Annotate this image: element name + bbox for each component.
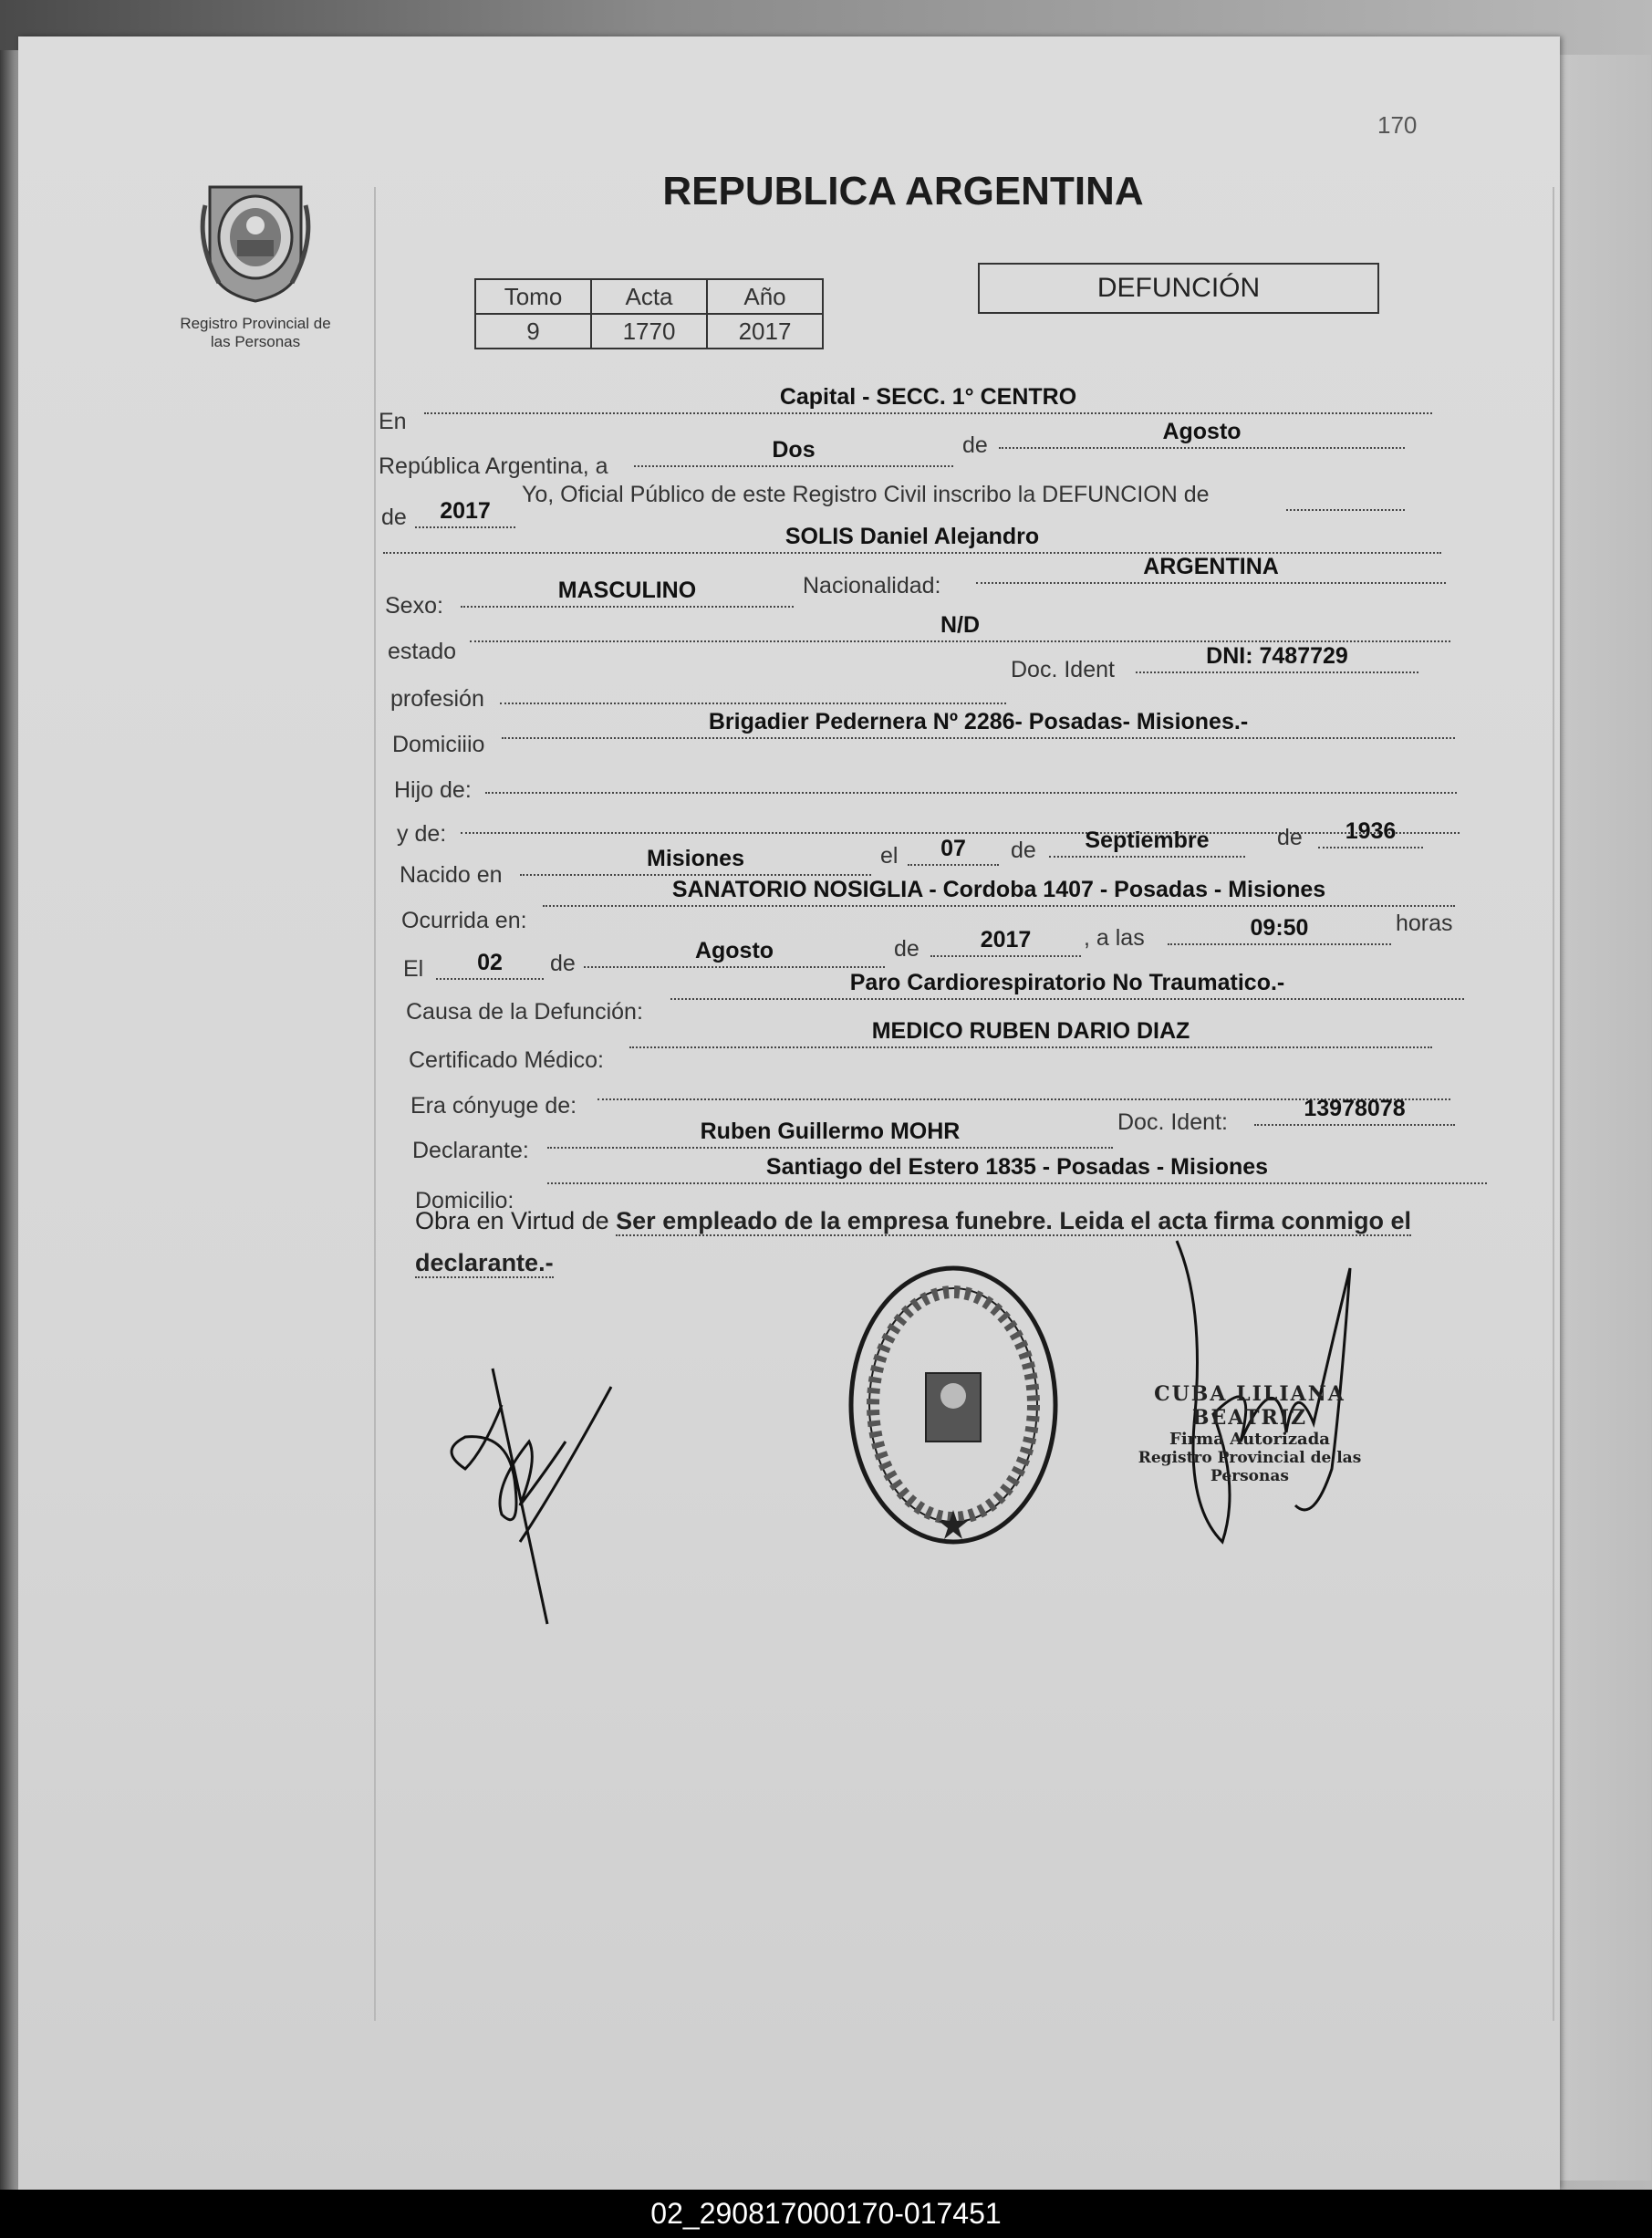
value-anio: 2017: [707, 314, 823, 349]
caption-line-1: Registro Provincial de: [180, 315, 331, 332]
page-number: 170: [1377, 111, 1418, 139]
label-horas: horas: [1396, 911, 1453, 936]
officer-role: Firma Autorizada: [1169, 1430, 1330, 1449]
label-domicilio-2: Domicilio:: [415, 1188, 514, 1213]
declarant-signature-icon: [429, 1350, 639, 1651]
label-nacionalidad: Nacionalidad:: [803, 573, 941, 599]
field-nac-anio: 1936: [1318, 817, 1423, 848]
field-hijo-de: [485, 763, 1457, 794]
registry-header-row: [475, 279, 823, 314]
label-causa: Causa de la Defunción:: [406, 999, 643, 1025]
label-a-las: , a las: [1084, 925, 1145, 951]
field-y-de: [461, 803, 1460, 834]
label-domicilio: Domiciiio: [392, 732, 485, 757]
label-en: En: [379, 409, 407, 434]
caption-line-2: las Personas: [210, 333, 301, 350]
field-def-anio: 2017: [930, 926, 1081, 957]
label-el: el: [880, 843, 899, 869]
provincia-de-misiones-seal-icon: [192, 169, 319, 306]
label-de-death-1: de: [550, 951, 576, 976]
label-estado: estado: [388, 639, 457, 664]
field-lugar: Capital - SECC. 1° CENTRO: [424, 383, 1432, 414]
label-de-birth-2: de: [1277, 825, 1303, 850]
file-id-bar: 02_290817000170-017451: [0, 2190, 1652, 2238]
value-acta: 1770: [591, 314, 707, 349]
officer-office: Registro Provincial de las Personas: [1138, 1449, 1362, 1485]
field-obra-line-1: Ser empleado de la empresa funebre. Leida el acta firma conmigo el: [616, 1207, 1411, 1234]
field-obra-line-2: declarante.-: [415, 1249, 554, 1276]
field-dia: Dos: [634, 436, 953, 467]
field-def-mes: Agosto: [584, 937, 885, 968]
field-nombre: SOLIS Daniel Alejandro: [383, 523, 1441, 554]
field-nacido-en: Misiones: [520, 845, 871, 876]
label-sexo: Sexo:: [385, 593, 443, 619]
field-ocurrida-en: SANATORIO NOSIGLIA - Cordoba 1407 - Posadas - Misiones: [543, 876, 1455, 907]
field-domicilio: Brigadier Pedernera Nº 2286- Posadas- Misiones.-: [502, 708, 1455, 739]
registry-seal-icon: [839, 1259, 1067, 1551]
field-estado: N/D: [470, 611, 1450, 642]
header-acta: Acta: [591, 279, 707, 314]
registry-value-row: [475, 314, 823, 349]
field-causa: Paro Cardiorespiratorio No Traumatico.-: [670, 969, 1464, 1000]
label-de-year: de: [381, 505, 407, 530]
label-oficial: Yo, Oficial Público de este Registro Civil inscribo la DEFUNCION de: [522, 482, 1210, 507]
header-tomo: Tomo: [475, 279, 591, 314]
label-doc-ident: Doc. Ident: [1011, 657, 1115, 682]
field-nac-mes: Septiembre: [1049, 827, 1245, 858]
page-title: REPUBLICA ARGENTINA: [662, 169, 1144, 213]
field-certificado: MEDICO RUBEN DARIO DIAZ: [629, 1017, 1432, 1048]
field-hora: 09:50: [1168, 914, 1391, 945]
label-profesion: profesión: [390, 686, 484, 712]
official-stamp: [1104, 1382, 1396, 1485]
field-nac-dia: 07: [908, 835, 999, 866]
field-doc-ident: DNI: 7487729: [1136, 642, 1418, 673]
label-conyuge: Era cónyuge de:: [410, 1093, 577, 1119]
field-anio: 2017: [415, 497, 515, 528]
field-profesion: [500, 673, 1006, 704]
label-hijo-de: Hijo de:: [394, 777, 472, 803]
label-el-2: El: [403, 956, 424, 982]
label-republica: República Argentina, a: [379, 453, 608, 479]
value-tomo: 9: [475, 314, 591, 349]
field-declarante: Ruben Guillermo MOHR: [547, 1118, 1113, 1149]
document-type-box: DEFUNCIÓN: [978, 263, 1379, 314]
label-doc-ident-2: Doc. Ident:: [1117, 1109, 1228, 1135]
field-sexo: MASCULINO: [461, 577, 794, 608]
label-y-de: y de:: [397, 821, 447, 847]
registry-caption: [155, 315, 356, 351]
label-obra: Obra en Virtud de: [415, 1207, 609, 1234]
field-declarante-domicilio: Santiago del Estero 1835 - Posadas - Misiones: [547, 1153, 1487, 1184]
field-mes: Agosto: [999, 418, 1405, 449]
label-certificado: Certificado Médico:: [409, 1047, 604, 1073]
header-anio: Año: [707, 279, 823, 314]
registry-table: [474, 278, 824, 349]
label-declarante: Declarante:: [412, 1138, 529, 1163]
label-de-death-2: de: [894, 936, 920, 962]
field-oficial-blank: [1286, 480, 1405, 511]
label-de-1: de: [962, 432, 988, 458]
label-ocurrida-en: Ocurrida en:: [401, 908, 527, 933]
field-def-dia: 02: [436, 949, 544, 980]
label-de-birth-1: de: [1011, 838, 1036, 863]
officer-name: CUBA LILIANA BEATRIZ: [1154, 1382, 1345, 1430]
field-nacionalidad: ARGENTINA: [976, 553, 1446, 584]
label-nacido-en: Nacido en: [400, 862, 503, 888]
field-declarante-doc: 13978078: [1254, 1095, 1455, 1126]
